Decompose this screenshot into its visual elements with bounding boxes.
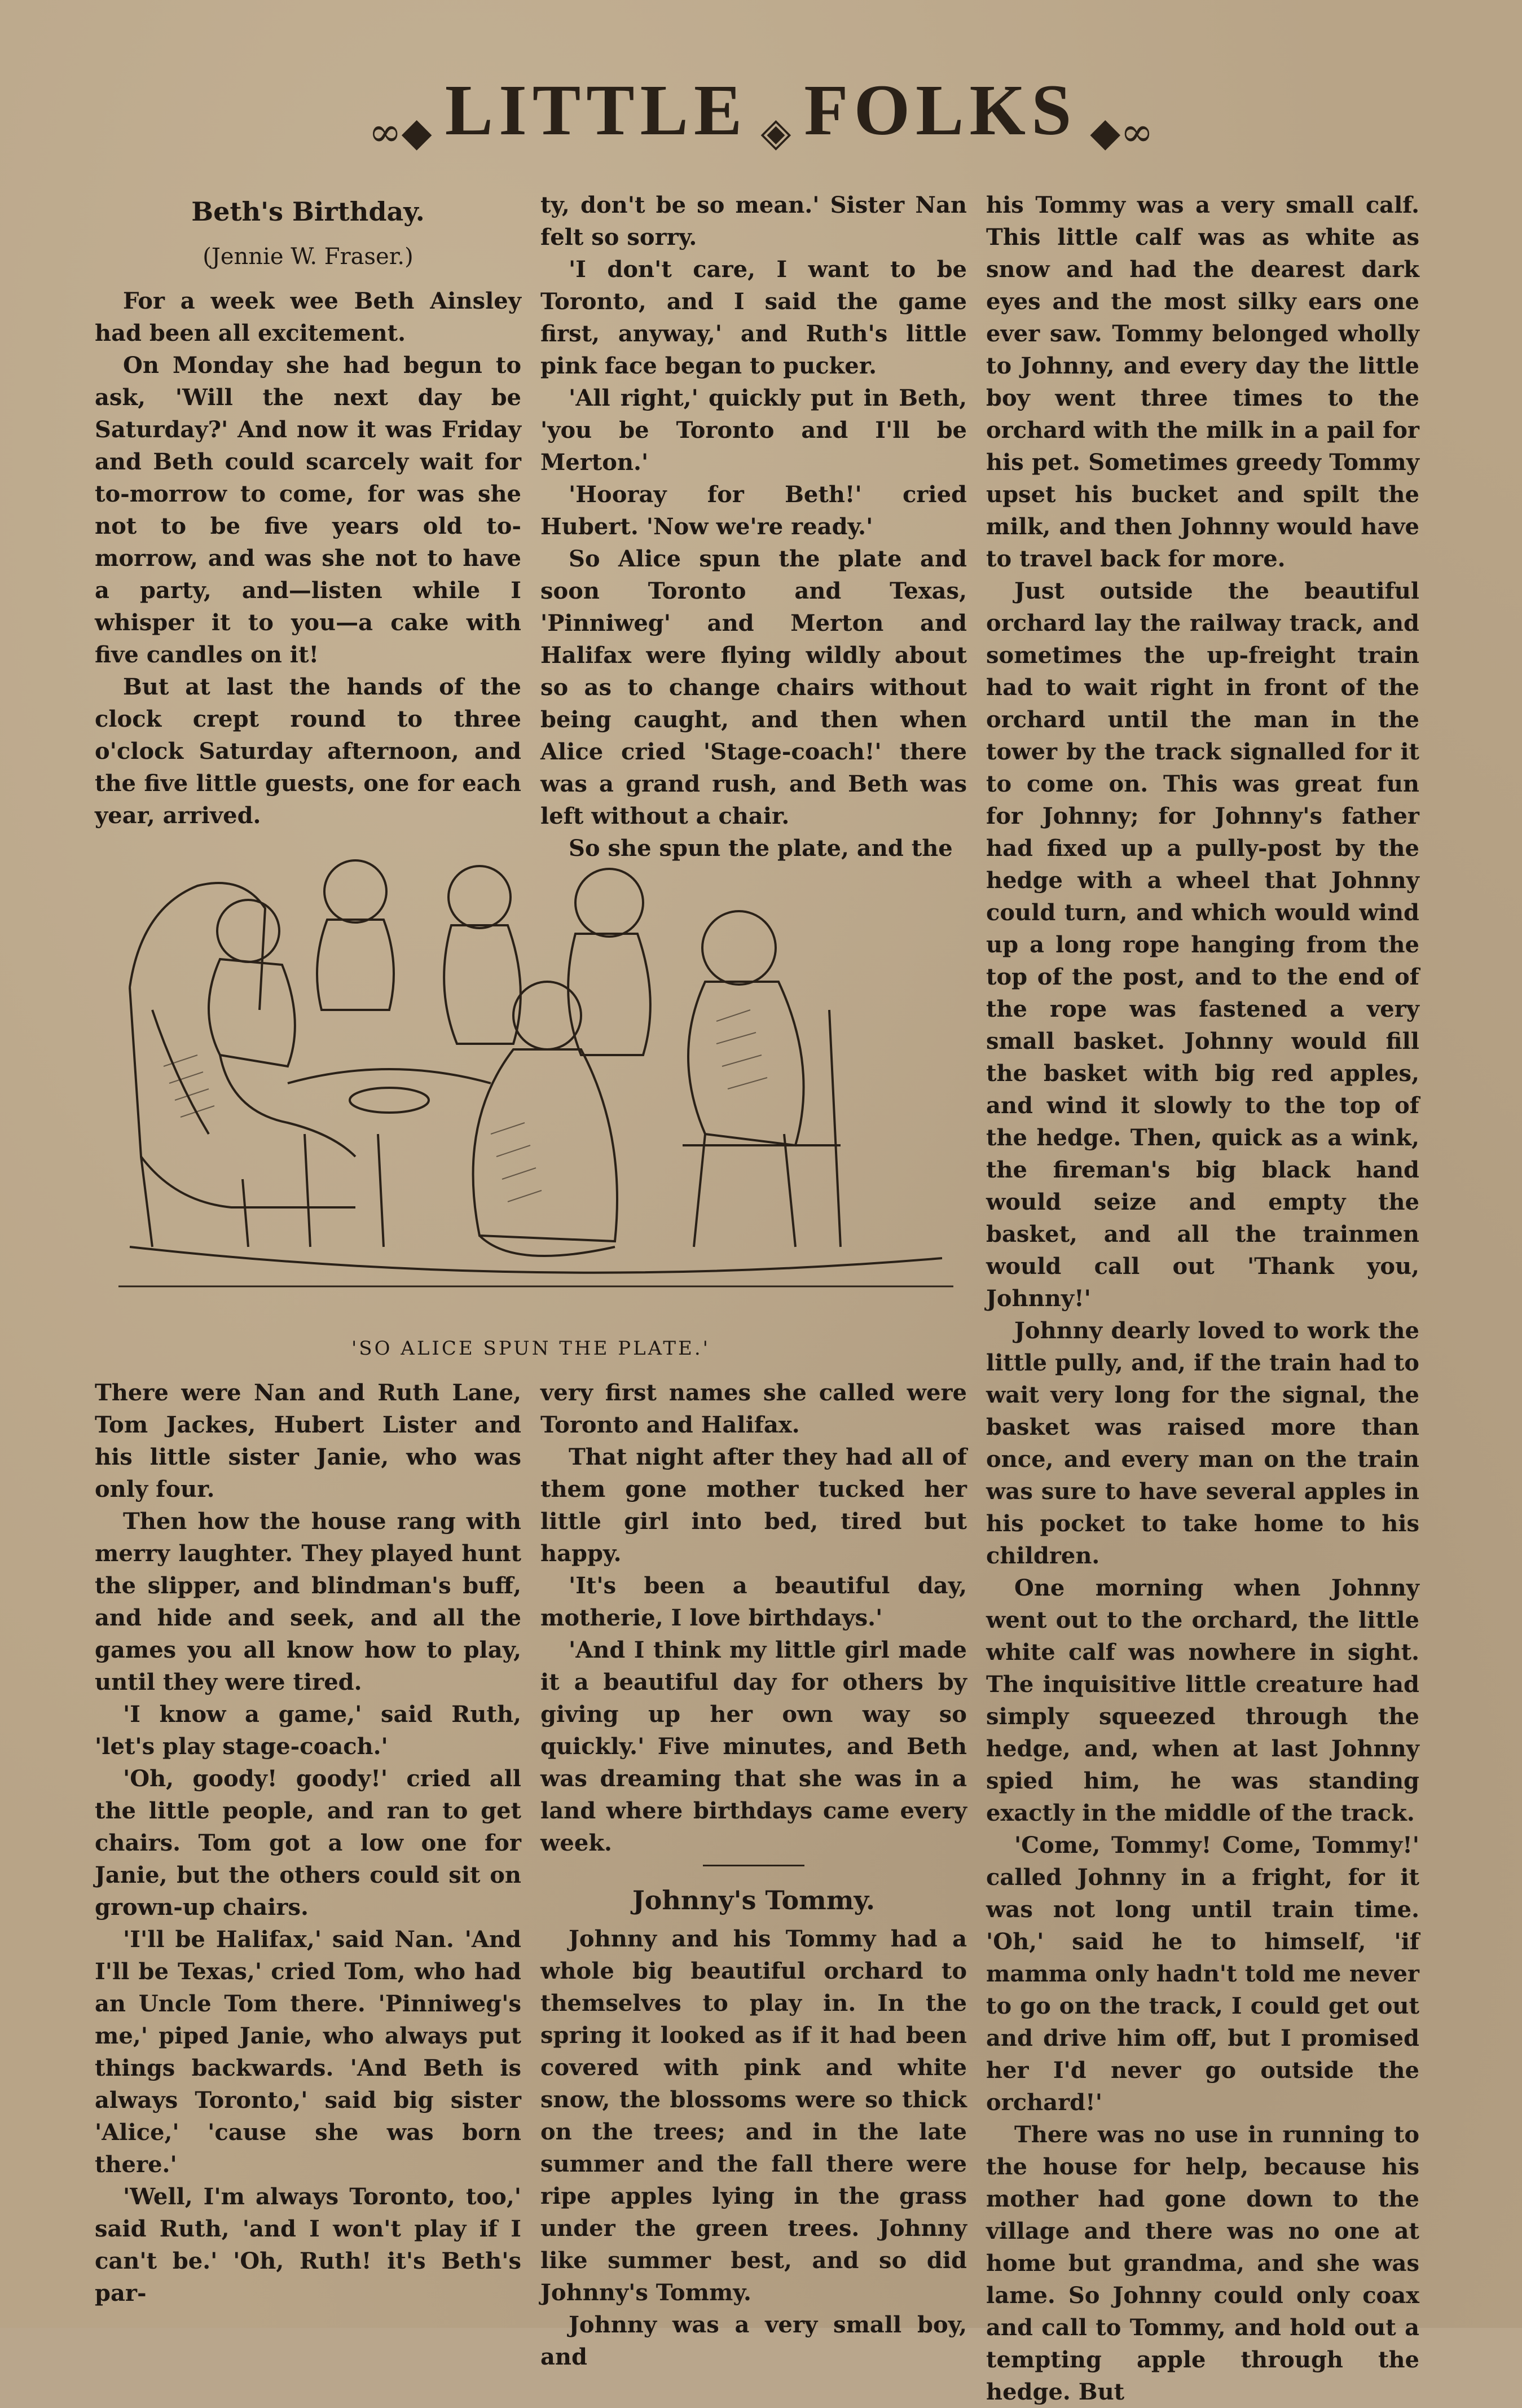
- paragraph: his Tommy was a very small calf. This little calf was as white as snow and had the dearest dark eyes and the most silky ears one ever saw. Tommy belonged wholly to Johnny, and every day the little boy went three times to the orchard with the milk in a pail for his pet. Sometimes greedy Tommy upset his bucket and spilt the milk, and then Johnny would have to travel back for more.: [986, 192, 1419, 572]
- story1-column1-bottom: [95, 1377, 521, 2309]
- illustration-caption: 'SO ALICE SPUN THE PLATE.': [351, 1337, 711, 1360]
- paragraph: 'Come, Tommy! Come, Tommy!' called Johnny in a fright, for it was not long until train time. 'Oh,' said he to himself, 'if mamma only hadn't told me never to go on the track, I could get out and drive him off, but I promised her I'd never go outside the orchard!': [986, 1832, 1419, 2116]
- paragraph: 'I don't care, I want to be Toronto, and I said the game first, anyway,' and Ruth's little pink face began to pucker.: [540, 256, 967, 379]
- paragraph: So she spun the plate, and the: [569, 835, 953, 862]
- paragraph: 'Well, I'm always Toronto, too,' said Ruth, 'and I won't play if I can't be.' 'Oh, Ruth! it's Beth's par-: [95, 2183, 521, 2306]
- paragraph: Johnny and his Tommy had a whole big beautiful orchard to themselves to play in. In the spring it looked as if it had been covered with pink and white snow, the blossoms were so thick on the trees; and in the late summer and the fall there were ripe apples lying in the grass under the green trees. Johnny like summer best, and so did Johnny's Tommy.: [540, 1926, 967, 2306]
- left-ornament-icon: ∞◆: [368, 108, 432, 155]
- story2-title: Johnny's Tommy.: [632, 1885, 875, 1915]
- paragraph: very first names she called were Toronto and Halifax.: [540, 1379, 967, 1438]
- paragraph: On Monday she had begun to ask, 'Will the next day be Saturday?' And now it was Friday and Beth could scarcely wait for to-morrow to come, for was she not to be five years old to-morrow, and was she not to have a party, and—listen while I whisper it to you—a cake with five candles on it!: [95, 352, 521, 668]
- paragraph: So Alice spun the plate and soon Toronto and Texas, 'Pinniweg' and Merton and Halifax were flying wildly about so as to change chairs without being caught, and then when Alice cried 'Stage-coach!' there was a grand rush, and Beth was left without a chair.: [540, 546, 967, 829]
- masthead-title-part1: LITTLE: [445, 70, 748, 150]
- story1-column1-top: [95, 189, 521, 832]
- right-ornament-icon: ◆∞: [1090, 108, 1154, 155]
- paragraph: 'Oh, goody! goody!' cried all the little people, and ran to get chairs. Tom got a low one for Janie, but the others could sit on grown-up chairs.: [95, 1765, 521, 1921]
- children-playing-illustration: [118, 841, 953, 1292]
- paragraph: There were Nan and Ruth Lane, Tom Jackes, Hubert Lister and his little sister Janie, who was only four.: [95, 1379, 521, 1502]
- paragraph: There was no use in running to the house for help, because his mother had gone down to the village and there was no one at home but grandma, and she was lame. So Johnny could only coax and call to Tommy, and hold out a tempting apple through the hedge. But: [986, 2121, 1419, 2405]
- paragraph: Johnny was a very small boy, and: [540, 2312, 967, 2370]
- paragraph: For a week wee Beth Ainsley had been all excitement.: [95, 288, 521, 346]
- paragraph: 'And I think my little girl made it a beautiful day for others by giving up her own way so quickly.' Five minutes, and Beth was dreaming that she was in a land where birthdays came every week.: [540, 1637, 967, 1856]
- section-divider: [703, 1865, 804, 1866]
- paragraph: 'I'll be Halifax,' said Nan. 'And I'll be Texas,' cried Tom, who had an Uncle Tom there. 'Pinniweg's me,' piped Janie, who always put things backwards. 'And Beth is always Toronto,' said big sister 'Alice,' 'cause she was born there.': [95, 1926, 521, 2178]
- paragraph: 'I know a game,' said Ruth, 'let's play stage-coach.': [95, 1701, 521, 1760]
- story1-author: (Jennie W. Fraser.): [203, 244, 414, 270]
- paragraph: Johnny dearly loved to work the little pully, and, if the train had to wait very long for the signal, the basket was raised more than once, and every man on the train was sure to have several apples in his pocket to take home to his children.: [986, 1317, 1419, 1569]
- masthead: [0, 68, 1522, 155]
- paragraph: One morning when Johnny went out to the orchard, the little white calf was nowhere in sight. The inquisitive little creature had simply squeezed through the hedge, and, when at last Johnny spied him, he was standing exactly in the middle of the track.: [986, 1575, 1419, 1826]
- paragraph: That night after they had all of them gone mother tucked her little girl into bed, tired but happy.: [540, 1444, 967, 1567]
- paragraph: 'It's been a beautiful day, motherie, I love birthdays.': [540, 1572, 967, 1631]
- story-column2-bottom: [540, 1377, 967, 2373]
- paragraph: 'Hooray for Beth!' cried Hubert. 'Now we're ready.': [540, 481, 967, 540]
- masthead-title-part2: FOLKS: [804, 70, 1077, 150]
- paragraph: ty, don't be so mean.' Sister Nan felt so sorry.: [540, 192, 967, 251]
- center-ornament-icon: ◈: [760, 108, 791, 155]
- paragraph: Then how the house rang with merry laughter. They played hunt the slipper, and blindman's buff, and hide and seek, and all the games you all know how to play, until they were tired.: [95, 1508, 521, 1695]
- paragraph: But at last the hands of the clock crept round to three o'clock Saturday afternoon, and the five little guests, one for each year, arrived.: [95, 674, 521, 829]
- paragraph: 'All right,' quickly put in Beth, 'you be Toronto and I'll be Merton.': [540, 385, 967, 476]
- story2-column3: [986, 189, 1419, 2408]
- paragraph: Just outside the beautiful orchard lay the railway track, and sometimes the up-freight train had to wait right in front of the orchard until the man in the tower by the track signalled for it to come on. This was great fun for Johnny; for Johnny's father had fixed up a pully-post by the hedge with a wheel that Johnny could turn, and which would wind up a long rope hanging from the top of the post, and to the end of the rope was fastened a very small basket. Johnny would fill the basket with big red apples, and wind it slowly to the top of the hedge. Then, quick as a wink, the fireman's big black hand would seize and empty the basket, and all the trainmen would call out 'Thank you, Johnny!': [986, 578, 1419, 1312]
- story1-title: Beth's Birthday.: [191, 196, 425, 227]
- story1-column2-top: [540, 189, 967, 864]
